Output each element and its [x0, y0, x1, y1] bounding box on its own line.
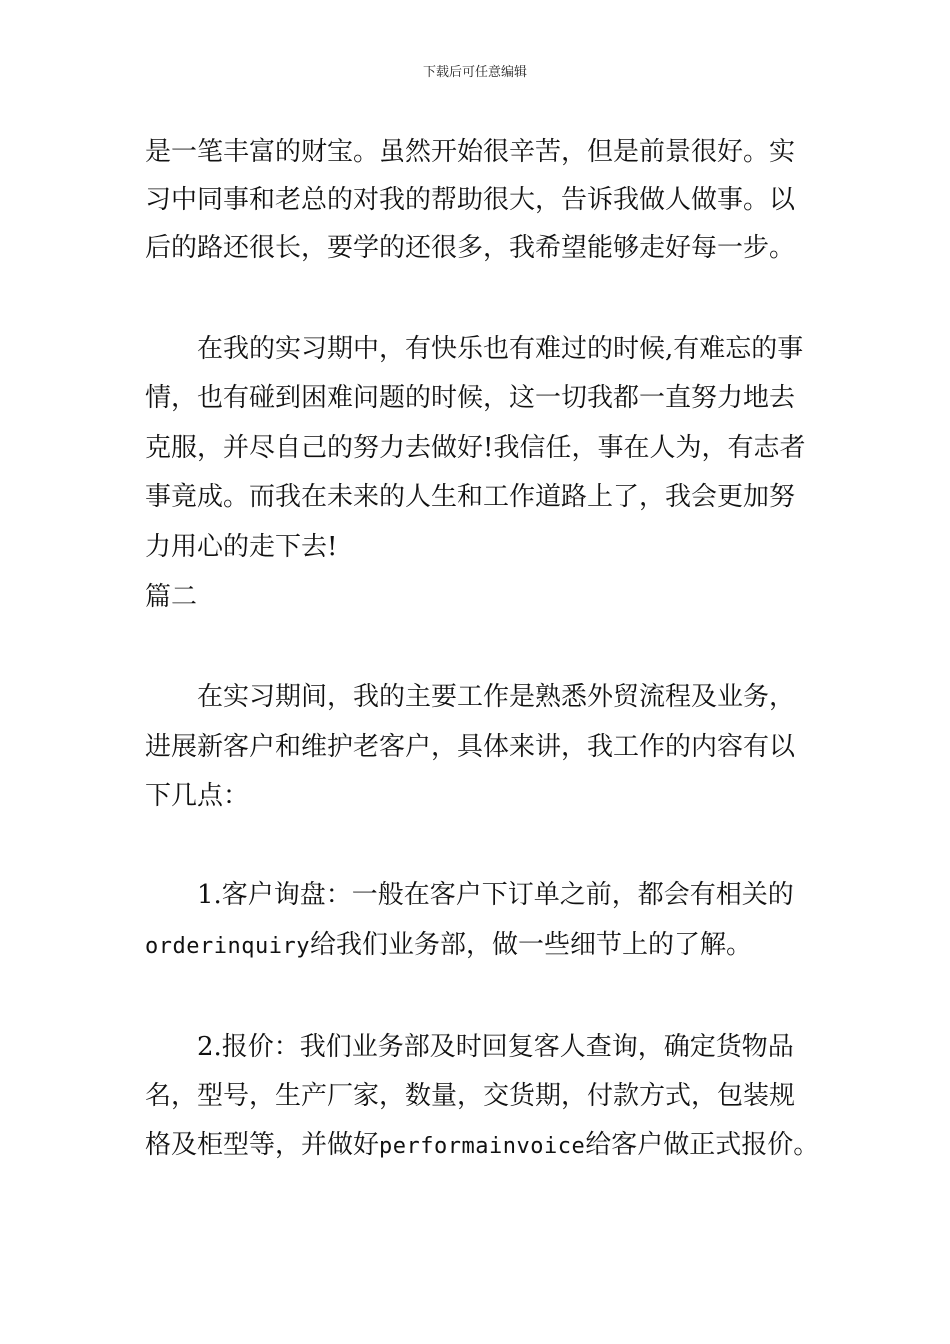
text-line: 力用心的走下去! [145, 532, 338, 562]
inline-term: orderinquiry [145, 934, 310, 959]
text-line: 是一笔丰富的财宝。虽然开始很辛苦，但是前景很好。实 [145, 137, 796, 167]
text-line: 在实习期间，我的主要工作是熟悉外贸流程及业务， [197, 682, 796, 712]
text-line: 2.报价：我们业务部及时回复客人查询，确定货物品 [197, 1032, 794, 1062]
text-line: 名，型号，生产厂家，数量，交货期，付款方式，包装规 [145, 1081, 796, 1111]
text-fragment: 给客户做正式报价。 [585, 1130, 820, 1160]
text-line: 习中同事和老总的对我的帮助很大，告诉我做人做事。以 [145, 185, 796, 215]
section-heading: 篇二 [145, 582, 198, 612]
inline-term: performainvoice [379, 1134, 586, 1159]
text-line [145, 928, 825, 964]
text-line: 后的路还很长，要学的还很多，我希望能够走好每一步。 [145, 233, 796, 263]
text-line: 在我的实习期中，有快乐也有难过的时候,有难忘的事 [197, 334, 804, 364]
text-line: 进展新客户和维护老客户，具体来讲，我工作的内容有以 [145, 732, 796, 762]
text-line [145, 1128, 825, 1164]
text-line: 克服，并尽自己的努力去做好!我信任，事在人为，有志者 [145, 433, 806, 463]
text-line: 事竟成。而我在未来的人生和工作道路上了，我会更加努 [145, 482, 796, 512]
text-fragment: 格及柜型等，并做好 [145, 1130, 380, 1160]
text-line: 1.客户询盘：一般在客户下订单之前，都会有相关的 [197, 880, 794, 910]
text-line: 情，也有碰到困难问题的时候，这一切我都一直努力地去 [145, 383, 796, 413]
text-line: 下几点： [145, 781, 250, 811]
text-fragment: 给我们业务部，做一些细节上的了解。 [309, 930, 752, 960]
page-header: 下载后可任意编辑 [422, 65, 527, 80]
